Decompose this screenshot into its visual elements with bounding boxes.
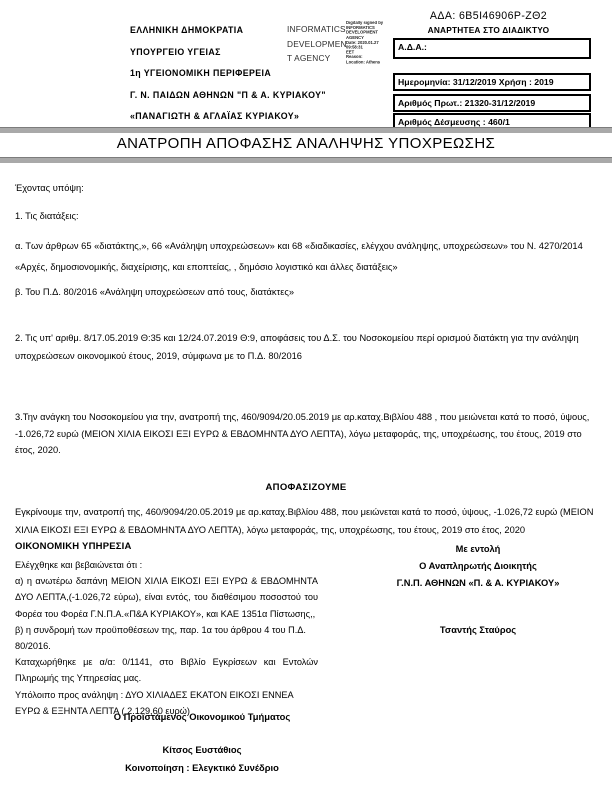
paragraph-1b: β. Του Π.Δ. 80/2016 «Ανάληψη υποχρεώσεων από τους, διατάκτες» (15, 287, 294, 297)
header-line-republic: ΕΛΛΗΝΙΚΗ ΔΗΜΟΚΡΑΤΙΑ (130, 25, 244, 35)
verification-item-a: α) η ανωτέρω δαπάνη ΜΕΙΟΝ ΧΙΛΙΑ ΕΙΚΟΣΙ ΕΞΙ ΕΥΡΩ & ΕΒΔΟΜΗΝΤΑ ΔΥΟ ΛΕΠΤΑ,(-1.026,72 εύρω), είναι εντός, του διαθέσιμου ποσοστού του Φορέα του Φορέα Γ.Ν.Π.Α.«Π&Α ΚΥΡΙΑΚΟΥ», και ΚΑΕ 1351α Πίστωσης,, (15, 576, 318, 619)
internet-publication-note: ΑΝΑΡΤΗΤΕΑ ΣΤΟ ΔΙΑΔΙΚΤΥΟ (427, 25, 550, 35)
header-line-hospital: Γ. Ν. ΠΑΙΔΩΝ ΑΘΗΝΩΝ "Π & Α. ΚΥΡΙΑΚΟΥ" (130, 89, 326, 100)
by-order-label: Με εντολή (455, 544, 501, 554)
divider-bottom (0, 157, 612, 163)
ada-box-label: Α.Δ.Α.: (398, 42, 427, 52)
sig-detail-line: Reason: (346, 55, 363, 60)
registration-note: Καταχωρήθηκε με α/α: 0/1141, στο Βιβλίο Εγκρίσεων και Εντολών Πληρωμής της Υπηρεσίας μας. (15, 657, 318, 684)
page-title: ΑΝΑΤΡΟΠΗ ΑΠΟΦΑΣΗΣ ΑΝΑΛΗΨΗΣ ΥΠΟΧΡΕΩΣΗΣ (116, 135, 496, 152)
divider-top (0, 127, 612, 133)
commander-name: Τσαντής Σταύρος (439, 625, 517, 635)
verification-item-b: β) η συνδρομή των προϋποθέσεων της, παρ. 1α του άρθρου 4 του Π.Δ. 80/2016. (15, 624, 306, 652)
deputy-commander-title: Ο Αναπληρωτής Διοικητής (419, 561, 537, 571)
finance-head-name: Κίτσος Ευστάθιος (162, 744, 242, 755)
date-use-box: Ημερομηνία: 31/12/2019 Χρήση : 2019 (393, 73, 591, 91)
protocol-number-box: Αριθμός Πρωτ.: 21320-31/12/2019 (393, 94, 591, 112)
sig-detail-line: EET (346, 50, 355, 55)
stamp-name-line: DEVELOPMEN (287, 38, 347, 49)
notification-line: Κοινοποίηση : Ελεγκτικό Συνέδριο (125, 762, 279, 773)
ada-number: ΑΔΑ: 6Β5Ι46906Ρ-ΖΘ2 (429, 10, 548, 22)
finance-service-heading: ΟΙΚΟΝΟΜΙΚΗ ΥΠΗΡΕΣΙΑ (15, 541, 132, 552)
sig-detail-line: Digitally signed by (346, 21, 384, 26)
stamp-name-line: T AGENCY (287, 53, 331, 63)
header-line-hospital-alt: «ΠΑΝΑΓΙΩΤΗ & ΑΓΛΑΪΑΣ ΚΥΡΙΑΚΟΥ» (130, 111, 300, 122)
paragraph-3: 3.Την ανάγκη του Νοσοκομείου για την, ανατροπή της, 460/9094/20.05.2019 με αρ.καταχ.Βιβλίου 488 , που μειώνεται κατά το ποσό, ύψους, -1.026,72 ευρώ (ΜΕΙΟΝ ΧΙΛΙΑ ΕΙΚΟΣΙ ΕΞΙ ΕΥΡΩ & ΕΒΔΟΜΗΝΤΑ ΔΥΟ ΛΕΠΤΑ), λόγω μεταφοράς, της, υποχρέωσης, του έτους, 2019 στο έτος, 2020. (15, 412, 590, 455)
header-line-ministry: ΥΠΟΥΡΓΕΙΟ ΥΓΕΙΑΣ (130, 46, 221, 57)
sig-detail-line: INFORMATICS (346, 25, 375, 31)
finance-verification-block (15, 557, 318, 719)
having-regard-line: Έχοντας υπόψη: (15, 183, 84, 193)
remainder-note: Υπόλοιπο προς ανάληψη : ΔΥΟ ΧΙΛΙΑΔΕΣ ΕΚΑΤΟΝ ΕΙΚΟΣΙ ΕΝΝΕΑ ΕΥΡΩ & ΕΞΗΝΤΑ ΛΕΠΤΑ ( 2.129,60 ευρώ) (15, 689, 294, 716)
digital-signature-stamp (287, 22, 351, 66)
header-line-region: 1η ΥΓΕΙΟΝΟΜΙΚΗ ΠΕΡΙΦΕΡΕΙΑ (130, 68, 272, 79)
paragraph-1a: α. Των άρθρων 65 «διατάκτης,», 66 «Ανάληψη υποχρεώσεων» και 68 «διαδικασίες, ελέγχου ανάληψης, υποχρεώσεων» του Ν. 4270/2014 «Αρχές, δημοσιονομικής, διαχείρισης, και εποπτείας, , δημόσιο λογιστικό και άλλες διατάξεις» (15, 241, 583, 272)
decision-text: Εγκρίνουμε την, ανατροπή της, 460/9094/20.05.2019 με αρ.καταχ.Βιβλίου 488, που μειώνεται κατά το ποσό, ύψους, -1.026,72 ευρώ (ΜΕΙΟΝ ΧΙΛΙΑ ΕΙΚΟΣΙ ΕΞΙ ΕΥΡΩ & ΕΒΔΟΜΗΝΤΑ ΔΥΟ ΛΕΠΤΑ), λόγω μεταφοράς, της, υποχρέωσης, του έτους, 2019 στο έτος, 2020 (15, 507, 594, 535)
commitment-number-box: Αριθμός Δέσμευσης : 460/1 (393, 113, 591, 131)
hospital-name-line: Γ.Ν.Π. ΑΘΗΝΩΝ «Π. & Α. ΚΥΡΙΑΚΟΥ» (396, 578, 560, 588)
finance-head-title: Ο Προϊστάμενος Οικονομικού Τμήματος (113, 711, 291, 722)
sig-detail-line: Date: 2020.01.27 09:58:31 (346, 40, 379, 50)
sig-detail-line: DEVELOPMENT AGENCY (346, 30, 378, 40)
paragraph-2: 2. Τις υπ' αριθμ. 8/17.05.2019 Θ:35 και 12/24.07.2019 Θ:9, αποφάσεις του Δ.Σ. του Νοσοκομείου περί ορισμού διατάκτη για την ανάληψη υποχρεώσεων οικονομικού έτους, 2019, σύμφωνα με το Π.Δ. 80/2016 (15, 333, 579, 361)
sig-detail-line: Location: Athens (346, 60, 381, 65)
commander-signature-block (378, 541, 578, 639)
decision-heading: ΑΠΟΦΑΣΙΖΟΥΜΕ (265, 482, 347, 493)
ada-box (393, 38, 591, 59)
checked-statement: Ελέγχθηκε και βεβαιώνεται ότι : (15, 560, 143, 570)
stamp-name-line: INFORMATICS (287, 24, 346, 34)
paragraph-1: 1. Τις διατάξεις: (15, 211, 79, 221)
